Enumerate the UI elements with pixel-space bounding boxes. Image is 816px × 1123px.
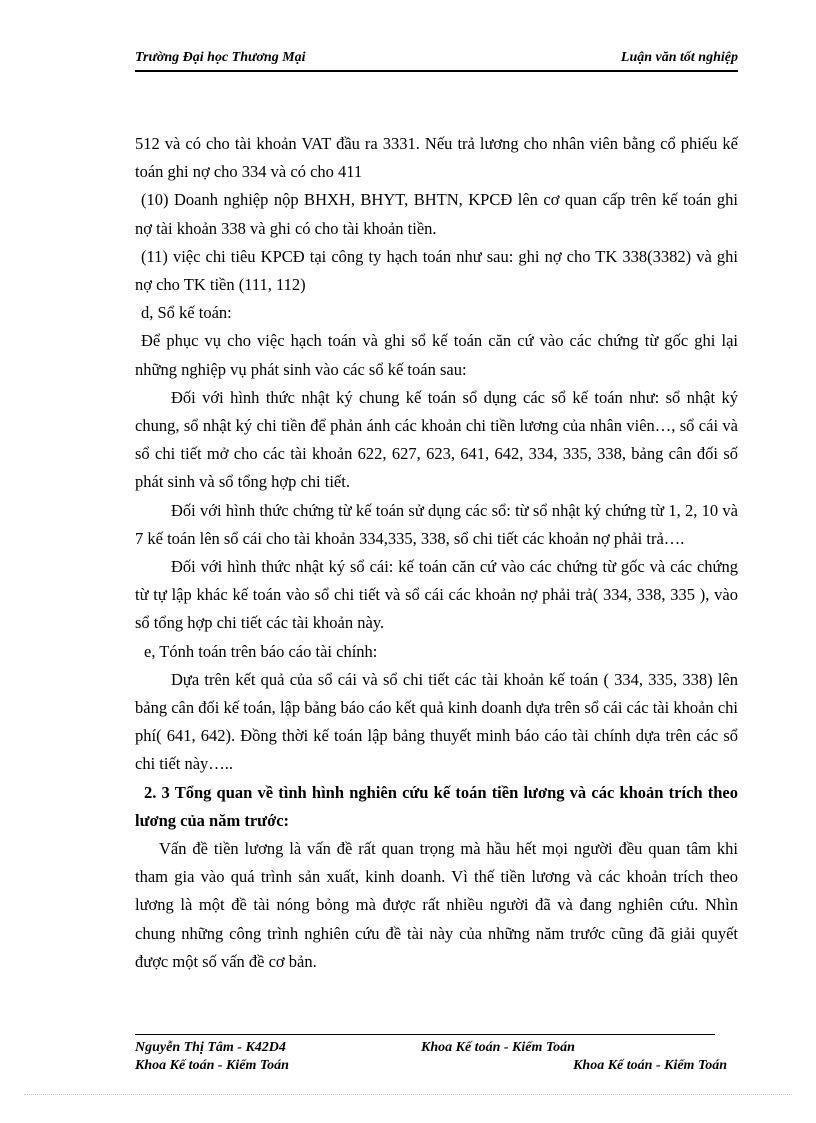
section-heading-2-3: 2. 3 Tổng quan về tình hình nghiên cứu kế toán tiền lương và các khoản trích theo lương của năm trước: — [135, 782, 738, 830]
paragraph-5: Đối với hình thức nhật ký chung kế toán sổ dụng các sổ kế toán như: sổ nhật ký chung, sổ nhật ký chi tiền để phản ánh các khoản chi tiền lương của nhân viên…, sổ cái và sổ chi tiết mở cho các tài khoản 622, 627, 623, 641, 642, 334, 335, 338, bảng cân đối số phát sinh và sổ tổng hợp chi tiết. — [135, 387, 738, 492]
footer-line-1 — [135, 1040, 735, 1058]
section-heading-e: e, Tónh toán trên báo cáo tài chính: — [144, 641, 378, 661]
footer-author: Nguyễn Thị Tâm - K42D4 — [135, 1040, 286, 1055]
footer-dept-center: Khoa Kế toán - Kiểm Toán — [421, 1040, 575, 1055]
footer-dept-right: Khoa Kế toán - Kiểm Toán — [573, 1058, 727, 1073]
section-heading-d: d, Sổ kế toán: — [141, 303, 232, 323]
page-header — [135, 50, 738, 72]
paragraph-4: Để phục vụ cho việc hạch toán và ghi sổ kế toán căn cứ vào các chứng từ gốc ghi lại những nghiệp vụ phát sinh vào các sổ kế toán sau: — [135, 331, 738, 379]
paragraph-3: (11) việc chi tiêu KPCĐ tại công ty hạch toán như sau: ghi nợ cho TK 338(3382) và ghi nợ cho TK tiền (111, 112) — [135, 246, 738, 295]
header-doc-type: Luận văn tốt nghiệp — [620, 50, 738, 65]
page-break-line — [24, 1094, 792, 1095]
page-body — [135, 130, 738, 976]
footer-line-2 — [135, 1058, 735, 1076]
paragraph-1: 512 và có cho tài khoản VAT đầu ra 3331. Nếu trả lương cho nhân viên bằng cổ phiếu kế toán ghi nợ cho 334 và có cho 411 — [135, 134, 738, 182]
paragraph-9: Vấn đề tiền lương là vấn đề rất quan trọng mà hầu hết mọi người đều quan tâm khi tham gia vào quá trình sản xuất, kinh doanh. Vì thế tiền lương và các khoản trích theo lương là một đề tài nóng bỏng mà được rất nhiều người đã và đang nghiên cứu. Nhìn chung những công trình nghiên cứu đề tài này của những năm trước cũng đã giải quyết được một số vấn đề cơ bản. — [135, 839, 738, 971]
paragraph-7: Đối với hình thức nhật ký sổ cái: kế toán căn cứ vào các chứng từ gốc và các chứng từ tự lập khác kế toán vào sổ chi tiết và sổ cái các khoản nợ phải trả( 334, 338, 335 ), vào sổ tổng hợp chi tiết các tài khoản này. — [135, 557, 738, 633]
footer-dept-left: Khoa Kế toán - Kiểm Toán — [135, 1058, 289, 1073]
paragraph-2: (10) Doanh nghiệp nộp BHXH, BHYT, BHTN, KPCĐ lên cơ quan cấp trên kế toán ghi nợ tài khoản 338 và ghi có cho tài khoản tiền. — [135, 190, 738, 238]
paragraph-6: Đối với hình thức chứng từ kế toán sử dụng các sổ: từ sổ nhật ký chứng từ 1, 2, 10 và 7 kế toán lên sổ cái cho tài khoản 334,335, 338, sổ chi tiết các khoản nợ phải trả…. — [135, 500, 738, 548]
paragraph-8: Dựa trên kết quả của sổ cái và sổ chi tiết các tài khoản kế toán ( 334, 335, 338) lên bảng cân đối kế toán, lập bảng báo cáo kết quả kinh doanh dựa trên sổ cái các tài khoản chi phí( 641, 642). Đồng thời kế toán lập bảng thuyết minh báo cáo tài chính dựa trên các sổ chi tiết này….. — [135, 669, 738, 774]
header-school: Trường Đại học Thương Mại — [135, 50, 306, 65]
footer-divider — [135, 1034, 715, 1035]
